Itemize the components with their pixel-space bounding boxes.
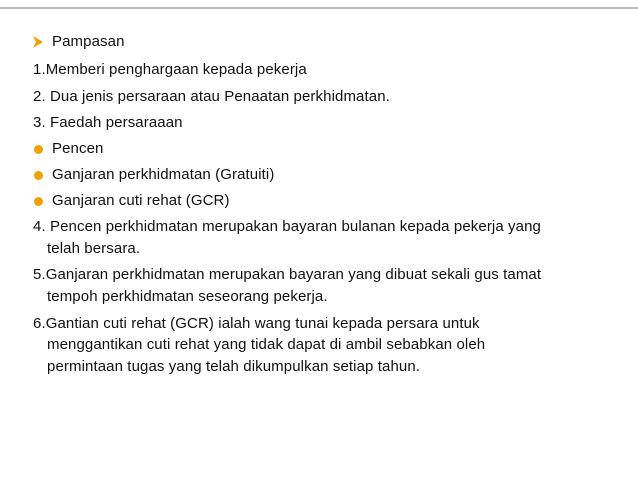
point-4-line-1: 4. Pencen perkhidmatan merupakan bayaran bulanan kepada pekerja yang [33, 218, 541, 235]
heading-pampasan: Pampasan [52, 33, 125, 50]
circle-bullet-icon [34, 197, 43, 206]
bullet-pencen: Pencen [52, 140, 104, 157]
point-3: 3. Faedah persaraaan [33, 114, 183, 131]
point-1: 1.Memberi penghargaan kepada pekerja [33, 61, 307, 78]
point-6-line-2: menggantikan cuti rehat yang tidak dapat di ambil sebabkan oleh [47, 336, 486, 353]
circle-bullet-icon [34, 171, 43, 180]
point-4-line-2: telah bersara. [47, 240, 141, 257]
circle-bullet-icon [34, 145, 43, 154]
point-2: 2. Dua jenis persaraan atau Penaatan perkhidmatan. [33, 88, 390, 105]
bullet-ganjaran-perkhidmatan: Ganjaran perkhidmatan (Gratuiti) [52, 166, 275, 183]
arrow-bullet-icon [33, 36, 43, 48]
bullet-ganjaran-cuti-rehat: Ganjaran cuti rehat (GCR) [52, 192, 230, 209]
point-5-line-2: tempoh perkhidmatan seseorang pekerja. [47, 288, 328, 305]
point-6-line-1: 6.Gantian cuti rehat (GCR) ialah wang tunai kepada persara untuk [33, 315, 480, 332]
point-6-line-3: permintaan tugas yang telah dikumpulkan setiap tahun. [47, 358, 421, 375]
point-5-line-1: 5.Ganjaran perkhidmatan merupakan bayaran yang dibuat sekali gus tamat [33, 266, 542, 283]
